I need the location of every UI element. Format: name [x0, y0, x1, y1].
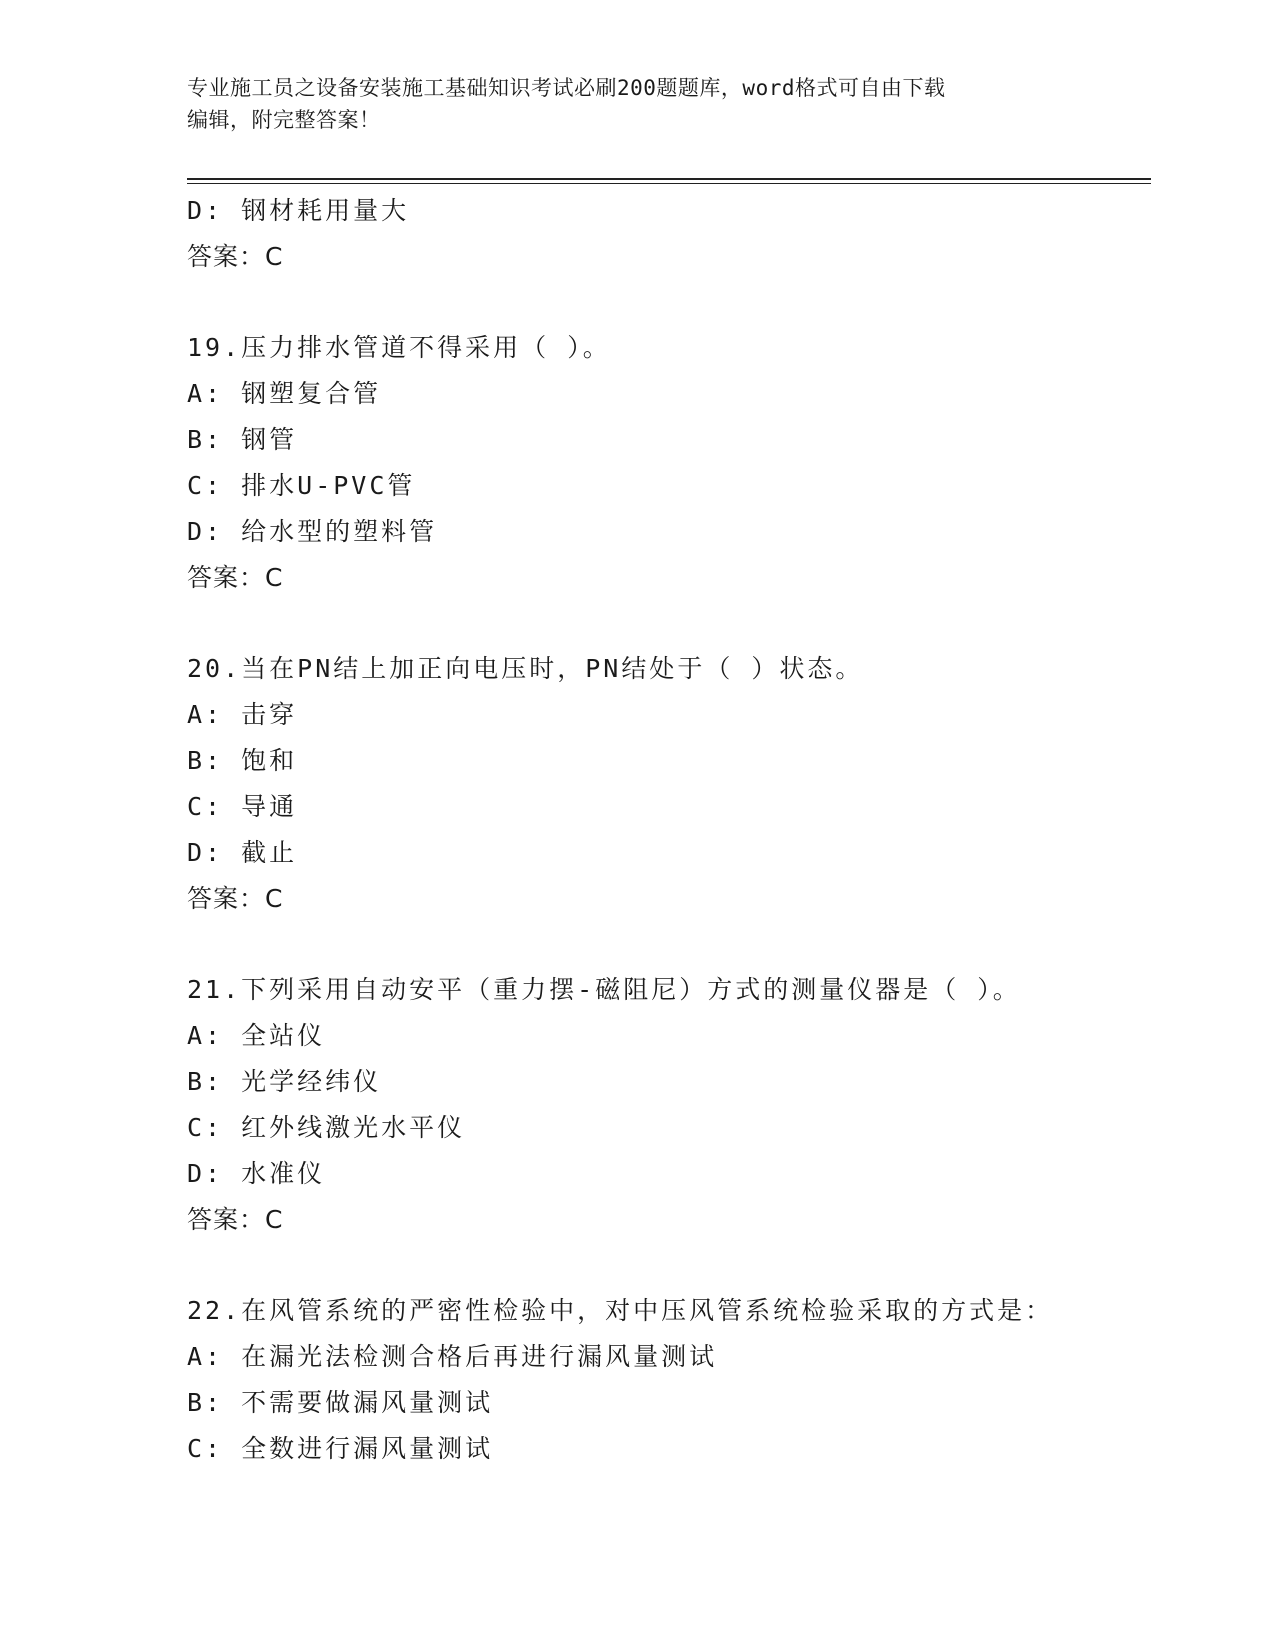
answer: 答案：C [187, 1205, 284, 1234]
option-d: D: 截止 [187, 838, 298, 867]
option-a: A: 在漏光法检测合格后再进行漏风量测试 [187, 1342, 718, 1371]
option-d: D: 钢材耗用量大 [187, 196, 410, 225]
option-a: A: 击穿 [187, 700, 298, 729]
option-d: D: 水准仪 [187, 1159, 326, 1188]
question-stem: 21.下列采用自动安平（重力摆-磁阻尼）方式的测量仪器是（ ）。 [187, 975, 1021, 1004]
question-20 [187, 646, 1147, 922]
option-d: D: 给水型的塑料管 [187, 517, 438, 546]
question-22 [187, 1288, 1147, 1472]
answer: 答案：C [187, 242, 284, 271]
header-divider-thin [187, 183, 1151, 184]
option-b: B: 不需要做漏风量测试 [187, 1388, 494, 1417]
option-c: C: 导通 [187, 792, 298, 821]
answer: 答案：C [187, 884, 284, 913]
question-21 [187, 967, 1147, 1243]
question-stem: 20.当在PN结上加正向电压时，PN结处于（ ）状态。 [187, 654, 864, 683]
question-stem: 19.压力排水管道不得采用（ ）。 [187, 333, 611, 362]
page-header [187, 72, 1067, 136]
option-a: A: 全站仪 [187, 1021, 326, 1050]
answer: 答案：C [187, 563, 284, 592]
header-title-line-1: 专业施工员之设备安装施工基础知识考试必刷200题题库，word格式可自由下载 [187, 76, 946, 100]
option-b: B: 饱和 [187, 746, 298, 775]
option-c: C: 红外线激光水平仪 [187, 1113, 466, 1142]
question-stem: 22.在风管系统的严密性检验中，对中压风管系统检验采取的方式是： [187, 1296, 1054, 1325]
option-c: C: 全数进行漏风量测试 [187, 1434, 494, 1463]
option-b: B: 钢管 [187, 425, 298, 454]
option-b: B: 光学经纬仪 [187, 1067, 382, 1096]
option-a: A: 钢塑复合管 [187, 379, 382, 408]
option-c: C: 排水U-PVC管 [187, 471, 416, 500]
header-title-line-2: 编辑，附完整答案！ [187, 108, 381, 132]
question-list [187, 188, 1147, 1472]
question-19 [187, 325, 1147, 601]
header-divider-thick [187, 178, 1151, 180]
